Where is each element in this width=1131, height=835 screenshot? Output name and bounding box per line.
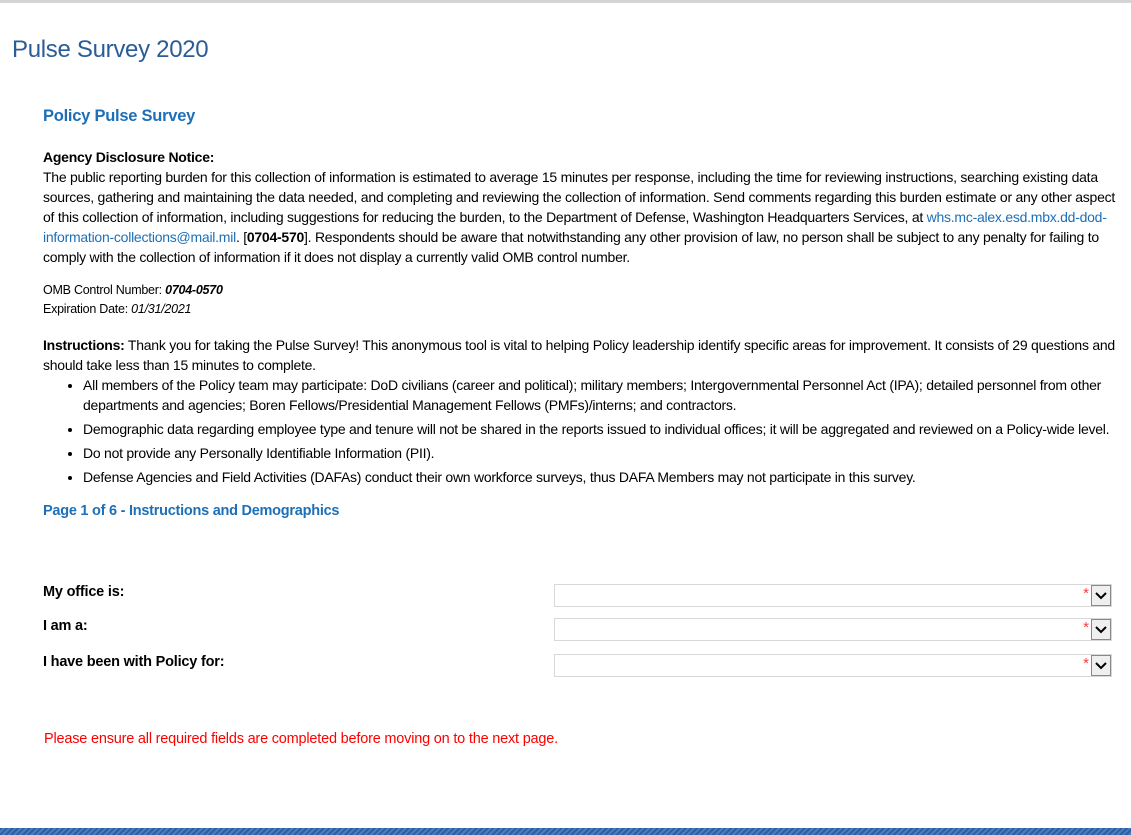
chevron-down-icon[interactable] — [1091, 619, 1111, 640]
tenure-select[interactable] — [554, 654, 1112, 677]
list-item: • Demographic data regarding employee type and tenure will not be shared in the reports issued to individual offices; it will be aggregated and reviewed on a Policy-wide level. — [83, 419, 1118, 439]
required-marker: * — [1083, 585, 1089, 602]
page-heading: Page 1 of 6 - Instructions and Demographics — [43, 503, 340, 519]
notice-heading: Agency Disclosure Notice: — [43, 149, 215, 165]
validation-error: Please ensure all required fields are completed before moving on to the next page. — [44, 731, 558, 747]
required-marker: * — [1083, 655, 1089, 672]
contact-email-link[interactable]: whs.mc-alex.esd.mbx.dd-dod-information-collections@mail.mil — [43, 209, 1107, 245]
notice-text: The public reporting burden for this collection of information is estimated to average 15 minutes per response, including the time for reviewing instructions, searching existing data sources, gathering and maintaining the data needed, and completing and reviewing the collection of information. Send comments regarding this burden estimate or any other aspect of this collection of information, including suggestions for reducing the burden, to the Department of Defense, Washington Headquarters Services, at — [43, 169, 1116, 225]
app-title: Pulse Survey 2020 — [12, 36, 209, 63]
expiration-value: 01/31/2021 — [131, 302, 192, 316]
instructions — [43, 335, 1118, 487]
bottom-border — [0, 828, 1131, 835]
instructions-label: Instructions: — [43, 337, 125, 353]
instructions-list — [43, 375, 1118, 487]
notice-text-end: ]. Respondents should be aware that notwithstanding any other provision of law, no person shall be subject to any penalty for failing to comply with the collection of information if it does not display a currently valid OMB control number. — [43, 229, 1099, 265]
notice-text-mid: . [ — [235, 229, 247, 245]
tenure-label: I have been with Policy for: — [43, 654, 225, 670]
omb-control-value: 0704-0570 — [165, 283, 223, 297]
top-border — [0, 0, 1131, 3]
office-label: My office is: — [43, 584, 125, 600]
office-select[interactable] — [554, 584, 1112, 607]
list-item: • Do not provide any Personally Identifiable Information (PII). — [83, 443, 1118, 463]
role-select[interactable] — [554, 618, 1112, 641]
notice-code: 0704-570 — [246, 229, 305, 245]
survey-content — [43, 104, 1118, 521]
chevron-down-icon[interactable] — [1091, 585, 1111, 606]
chevron-down-icon[interactable] — [1091, 655, 1111, 676]
expiration-label: Expiration Date: — [43, 302, 132, 316]
required-marker: * — [1083, 619, 1089, 636]
disclosure-notice — [43, 147, 1118, 267]
list-item: • Defense Agencies and Field Activities (DAFAs) conduct their own workforce surveys, thus DAFA Members may not participate in this survey. — [83, 467, 1118, 487]
survey-title: Policy Pulse Survey — [43, 107, 196, 125]
instructions-text: Thank you for taking the Pulse Survey! This anonymous tool is vital to helping Policy leadership identify specific areas for improvement. It consists of 29 questions and should take less than 15 minutes to complete. — [43, 337, 1115, 373]
omb-info — [43, 281, 1118, 319]
role-label: I am a: — [43, 618, 88, 634]
list-item: • All members of the Policy team may participate: DoD civilians (career and political); military members; Intergovernmental Personnel Act (IPA); detailed personnel from other departments and agencies; Boren Fellows/Presidential Management Fellows (PMFs)/interns; and contractors. — [83, 375, 1118, 415]
omb-control-label: OMB Control Number: — [43, 283, 166, 297]
